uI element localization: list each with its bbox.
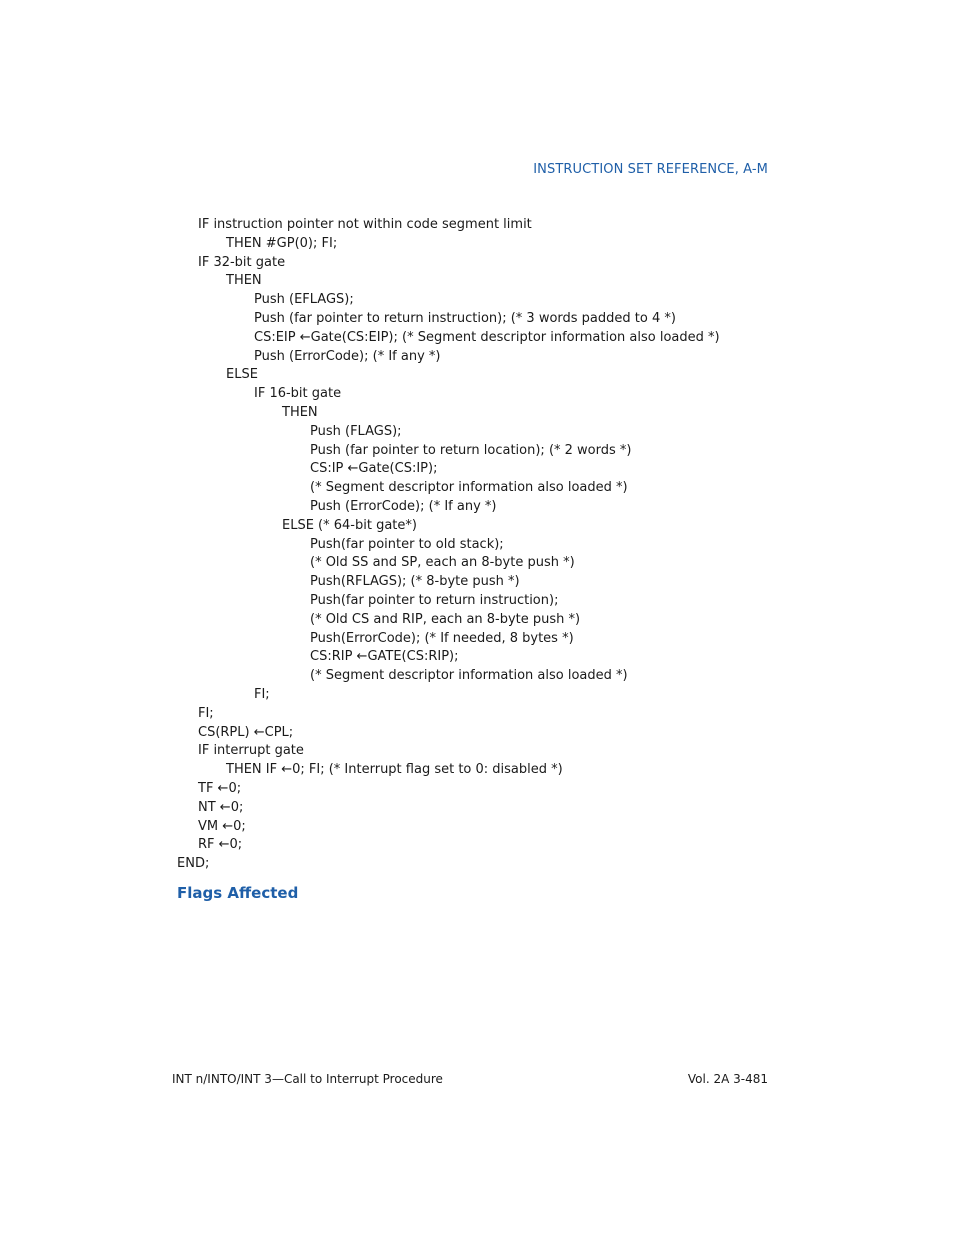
- code-line: (* Segment descriptor information also loaded *): [310, 480, 628, 496]
- code-line: Push(ErrorCode); (* If needed, 8 bytes *): [310, 630, 574, 646]
- code-line: FI;: [198, 705, 214, 721]
- code-line: ELSE: [226, 367, 258, 383]
- code-line: THEN #GP(0); FI;: [226, 235, 338, 251]
- code-line: Push (far pointer to return location); (* 2 words *): [310, 442, 632, 458]
- code-line: THEN: [282, 405, 318, 420]
- code-line: Push(RFLAGS); (* 8-byte push *): [310, 574, 520, 590]
- code-line: THEN: [226, 273, 262, 289]
- code-line: CS:RIP ←GATE(CS:RIP);: [310, 649, 459, 665]
- code-line: RF ←0;: [198, 837, 243, 853]
- code-line: Push(far pointer to old stack);: [310, 536, 504, 552]
- section-heading: Flags Affected: [177, 884, 299, 902]
- code-line: IF 32-bit gate: [198, 254, 286, 270]
- code-line: IF instruction pointer not within code segment limit: [198, 217, 532, 232]
- code-line: IF 16-bit gate: [254, 386, 342, 402]
- code-line: CS:IP ←Gate(CS:IP);: [310, 461, 438, 477]
- code-line: (* Old CS and RIP, each an 8-byte push *): [310, 611, 581, 627]
- running-header: INSTRUCTION SET REFERENCE, A-M: [533, 162, 768, 177]
- code-line: ELSE (* 64-bit gate*): [282, 517, 417, 533]
- code-line: END;: [177, 856, 210, 872]
- code-line: FI;: [254, 687, 270, 702]
- code-line: Push (far pointer to return instruction); (* 3 words padded to 4 *): [254, 311, 676, 326]
- code-line: CS(RPL) ←CPL;: [198, 724, 294, 740]
- code-line: Push (ErrorCode); (* If any *): [254, 348, 441, 364]
- code-line: NT ←0;: [198, 799, 244, 815]
- code-line: Push(far pointer to return instruction);: [310, 593, 559, 608]
- footer-title: INT n/INTO/INT 3—Call to Interrupt Procedure: [172, 1072, 443, 1086]
- code-line: TF ←0;: [198, 781, 242, 796]
- code-line: THEN IF ←0; FI; (* Interrupt flag set to 0: disabled *): [226, 762, 563, 778]
- code-line: (* Old SS and SP, each an 8-byte push *): [310, 555, 575, 571]
- code-line: (* Segment descriptor information also loaded *): [310, 668, 628, 684]
- code-line: Push (FLAGS);: [310, 423, 402, 439]
- code-line: Push (ErrorCode); (* If any *): [310, 499, 497, 514]
- footer-page-number: Vol. 2A 3-481: [687, 1072, 768, 1086]
- code-line: CS:EIP ←Gate(CS:EIP); (* Segment descriptor information also loaded *): [254, 329, 720, 345]
- code-line: IF interrupt gate: [198, 743, 304, 759]
- code-line: Push (EFLAGS);: [254, 292, 354, 308]
- code-line: VM ←0;: [198, 818, 246, 834]
